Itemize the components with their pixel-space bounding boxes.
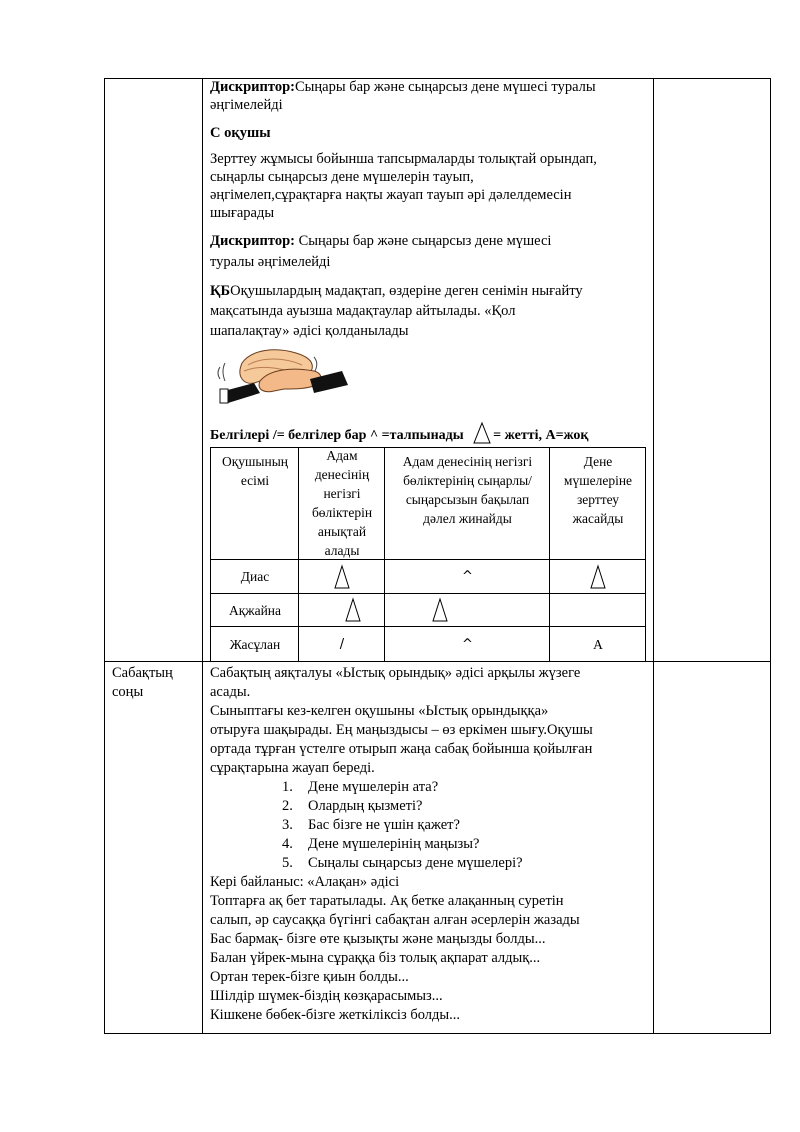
- header-student-name-text: Оқушының есімі: [221, 454, 289, 488]
- outer-table-bottom-border: [104, 1033, 771, 1034]
- intro-line: Сыныптағы кез-келген оқушыны «Ыстық орындыққа»: [210, 703, 549, 719]
- question-text: Олардың қызметі?: [308, 798, 423, 814]
- list-item: [282, 797, 523, 816]
- question-text: Дене мүшелерін ата?: [308, 779, 439, 795]
- intro-line: сұрақтарына жауап береді.: [210, 760, 375, 776]
- descriptor-2-line2: туралы әңгімелейді: [210, 254, 331, 270]
- feedback-line: Бас бармақ- бізге өте қызықты және маңызды болды...: [210, 931, 546, 947]
- clapping-hands-image: [214, 345, 354, 407]
- table-row-name: Ақжайна: [228, 602, 282, 618]
- outer-table-row-divider: [104, 661, 771, 662]
- inner-table-left-border: [210, 447, 211, 661]
- outer-table-right-border: [770, 78, 771, 1034]
- feedback-line: Ортан терек-бізге қиын болды...: [210, 969, 409, 985]
- legend-text-part2: = жетті, А=жоқ: [493, 428, 589, 443]
- table-cell-mark: [551, 594, 645, 626]
- descriptor-1-line2: әңгімелейді: [210, 97, 283, 113]
- table-cell-mark: /: [339, 636, 345, 652]
- intro-line: отыруға шақырады. Ең маңыздысы – өз еркімен шығу.Оқушы: [210, 722, 593, 738]
- header-researches-organs-text: Дене мүшелеріне зерттеу жасайды: [563, 454, 633, 526]
- question-number: 1.: [282, 779, 293, 795]
- feedback-line: Шілдір шүмек-біздің көзқарасымыз...: [210, 988, 443, 1004]
- descriptor-1-text: Сыңары бар және сыңарсыз дене мүшесі туралы: [294, 79, 596, 95]
- feedback-line: Балан үйрек-мына сұраққа біз толық ақпарат алдық...: [210, 950, 541, 966]
- inner-table-top-border: [210, 447, 645, 448]
- feedback-line: Кері байланыс: «Алақан» әдісі: [210, 874, 400, 890]
- list-item: [282, 816, 523, 835]
- triangle-mark-icon: [588, 564, 608, 590]
- question-number: 3.: [282, 817, 293, 833]
- kb-line2: мақсатында ауызша мадақтаулар айтылады. «Қол: [210, 303, 516, 319]
- header-researches-organs: [551, 452, 645, 542]
- triangle-icon: [471, 421, 493, 445]
- feedback-line: салып, әр саусаққа бүгінгі сабақтан алған әсерлерін жазады: [210, 912, 580, 928]
- descriptor-2-text: Сыңары бар және сыңарсыз дене мүшесі: [294, 233, 552, 249]
- header-identifies-parts-text: Адам денесінің негізгі бөліктерін анықтай алады: [311, 448, 373, 558]
- legend: [210, 421, 588, 445]
- lesson-end-label: Сабақтың: [112, 665, 173, 681]
- question-text: Бас бізге не үшін қажет?: [308, 817, 460, 833]
- intro-line: Сабақтың аяқталуы «Ыстық орындық» әдісі арқылы жүзеге: [210, 665, 581, 681]
- table-cell-mark: ^: [462, 569, 473, 584]
- feedback-line: Топтарға ақ бет таратылады. Ақ бетке алақанның суретін: [210, 893, 564, 909]
- triangle-mark-icon: [430, 597, 450, 623]
- list-item: [282, 778, 523, 797]
- table-cell-mark: ^: [462, 636, 473, 652]
- intro-line: ортада тұрған үстелге отырып жаңа сабақ бойынша қойылған: [210, 741, 593, 757]
- table-row-name: Диас: [240, 569, 270, 584]
- inner-table-col-divider: [384, 447, 385, 661]
- question-text: Дене мүшелерінің маңызы?: [308, 836, 480, 852]
- list-item: [282, 854, 523, 873]
- triangle-mark-icon: [332, 564, 352, 590]
- outer-table-col-divider-1: [202, 78, 203, 1034]
- legend-text-part1: Белгілері /= белгілер бар ^ =талпынады: [210, 428, 464, 443]
- research-line: Зерттеу жұмысы бойынша тапсырмаларды толықтай орындап,: [210, 151, 597, 167]
- triangle-mark-icon: [343, 597, 363, 623]
- inner-table-col-divider: [298, 447, 299, 661]
- question-number: 2.: [282, 798, 293, 814]
- feedback-line: Кішкене бөбек-бізге жеткіліксіз болды...: [210, 1007, 460, 1023]
- table-cell-mark: [386, 594, 549, 626]
- descriptor-2: [210, 232, 551, 251]
- descriptor-1-label: Дискриптор:: [210, 79, 295, 95]
- outer-table-col-divider-2: [653, 78, 654, 1034]
- kb-line3: шапалақтау» әдісі қолданылады: [210, 323, 409, 339]
- descriptor-2-label: Дискриптор:: [210, 233, 295, 249]
- descriptor-1: [210, 78, 596, 97]
- header-collects-evidence-text: Адам денесінің негізгі бөліктерінің сыңарлы/сыңарсызын бақылап дәлел жинайды: [402, 454, 533, 526]
- list-item: [282, 835, 523, 854]
- research-line: шығарады: [210, 205, 275, 221]
- table-cell-mark: [300, 560, 384, 593]
- inner-table-col-divider: [549, 447, 550, 661]
- kb-line1: Оқушылардың мадақтап, өздеріне деген сенімін нығайту: [230, 283, 583, 299]
- outer-table-left-border: [104, 78, 105, 1034]
- header-collects-evidence: [386, 452, 549, 552]
- table-row-name: Жасұлан: [229, 636, 281, 652]
- lesson-end-label-line2: соңы: [112, 684, 144, 700]
- table-cell-mark: [551, 560, 645, 593]
- student-c-heading: С оқушы: [210, 125, 271, 141]
- research-line: әңгімелеп,сұрақтарға нақты жауап тауып әрі дәлелдемесін: [210, 187, 572, 203]
- header-student-name: [212, 452, 298, 492]
- question-number: 5.: [282, 855, 293, 871]
- question-text: Сыңалы сыңарсыз дене мүшелері?: [308, 855, 523, 871]
- question-list: [282, 778, 523, 873]
- inner-table-right-border: [645, 447, 646, 661]
- header-identifies-parts: [300, 447, 384, 559]
- intro-line: асады.: [210, 684, 251, 700]
- kb-paragraph: [210, 282, 583, 301]
- kb-label: ҚБ: [210, 283, 231, 299]
- question-number: 4.: [282, 836, 293, 852]
- research-line: сыңарлы сыңарсыз дене мүшелерін тауып,: [210, 169, 474, 185]
- table-cell-mark: А: [593, 636, 603, 652]
